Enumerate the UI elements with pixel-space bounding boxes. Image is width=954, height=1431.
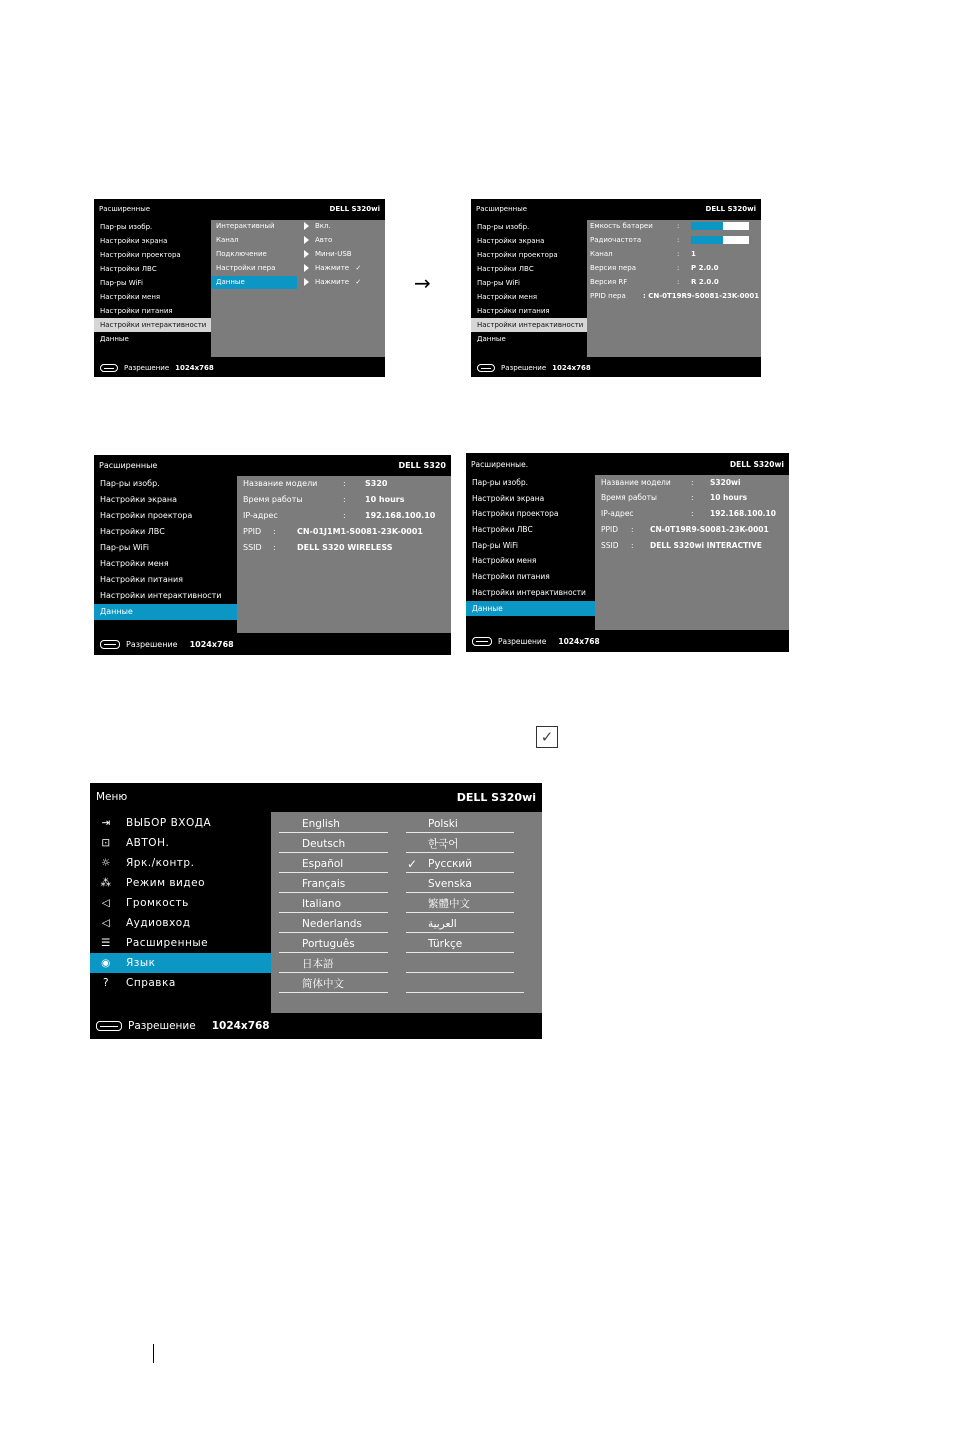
language-panel <box>271 812 542 1013</box>
osd-footer <box>94 633 451 655</box>
resolution-value: 1024x768 <box>211 1020 270 1032</box>
language-option[interactable]: Deutsch <box>279 834 388 853</box>
menu-item-interactive-settings[interactable]: Настройки интерактивности <box>471 318 587 332</box>
colon: : <box>691 493 694 502</box>
colon: : <box>691 478 694 487</box>
radio-frequency-label: Радиочастота <box>590 236 642 244</box>
model-name-label: Название модели <box>243 479 318 488</box>
pen-info-panel <box>587 220 761 357</box>
channel-value: 1 <box>691 250 696 258</box>
ppid-label: PPID <box>243 527 262 536</box>
menu-item-picture-settings[interactable]: Пар-ры изобр. <box>472 478 528 487</box>
colon: : <box>343 495 346 504</box>
menu-item-interactive-settings[interactable]: Настройки интерактивности <box>472 587 586 597</box>
language-option-selected[interactable]: ✓ Русский <box>406 854 514 873</box>
colon: : <box>677 250 680 258</box>
language-option[interactable]: Français <box>279 874 388 893</box>
menu-item-menu-settings[interactable]: Настройки меня <box>477 293 538 301</box>
language-option[interactable]: 한국어 <box>406 834 514 853</box>
model-name: DELL S320wi <box>705 205 756 213</box>
page-margin-line <box>153 1344 154 1363</box>
model-name: DELL S320wi <box>329 205 380 213</box>
menu-title: Расширенные. <box>471 459 529 469</box>
osd-header <box>471 199 761 219</box>
model-name: DELL S320wi <box>456 790 536 804</box>
menu-item-display-settings[interactable]: Настройки экрана <box>472 493 545 503</box>
information-panel <box>595 475 789 630</box>
help-icon: ? <box>102 977 110 989</box>
colon: : <box>677 278 680 286</box>
information-panel <box>237 476 451 633</box>
run-time-label: Время работы <box>601 493 657 502</box>
resolution-label: Разрешение <box>501 364 547 372</box>
menu-title: Меню <box>96 791 128 803</box>
menu-item-auto-adjust[interactable]: ⊡ АВТОН. <box>90 833 271 853</box>
model-name-value: S320wi <box>710 478 741 487</box>
menu-item-projector-settings[interactable]: Настройки проектора <box>477 251 558 259</box>
menu-title: Расширенные <box>99 461 158 470</box>
option-value-pen-settings[interactable]: Нажмите ✓ <box>304 264 361 272</box>
resolution-value: 1024x768 <box>558 636 600 646</box>
language-option[interactable]: Português <box>279 934 388 953</box>
osd-advanced-interactive <box>94 199 385 377</box>
pen-ppid-value: : CN-0T19R9-S0081-23K-0001 <box>643 292 760 300</box>
option-label-info-highlight[interactable]: Данные <box>211 276 297 289</box>
ssid-value: DELL S320wi INTERACTIVE <box>650 541 762 550</box>
menu-item-lan-settings[interactable]: Настройки ЛВС <box>472 525 533 535</box>
ip-address-value: 192.168.100.10 <box>365 511 436 520</box>
osd-footer <box>466 630 789 652</box>
osd-information-s320wi <box>466 453 789 652</box>
option-label-connection[interactable]: Подключение <box>216 250 267 258</box>
ip-address-value: 192.168.100.10 <box>710 509 776 518</box>
menu-item-volume[interactable]: ◁ Громкость <box>90 893 271 913</box>
arrow-right-icon <box>304 278 309 286</box>
next-arrow: → <box>414 271 431 295</box>
pen-version-label: Версия пера <box>590 264 637 272</box>
osd-pen-information <box>471 199 761 377</box>
colon: : <box>631 541 634 550</box>
run-time-value: 10 hours <box>365 495 405 504</box>
auto-adjust-icon: ⊡ <box>101 837 111 849</box>
menu-item-wifi-settings[interactable]: Пар-ры WiFi <box>100 279 143 287</box>
resolution-label: Разрешение <box>124 364 170 372</box>
language-option[interactable]: Polski <box>406 814 514 833</box>
radio-frequency-bar <box>691 236 749 244</box>
vga-icon <box>100 364 118 372</box>
option-label-pen-settings[interactable]: Настройки пера <box>216 264 276 272</box>
resolution-label: Разрешение <box>128 1020 196 1032</box>
option-label-channel[interactable]: Канал <box>216 236 239 244</box>
vga-icon <box>477 364 495 372</box>
option-value-interactive[interactable]: Вкл. <box>304 222 331 230</box>
menu-item-projector-settings[interactable]: Настройки проектора <box>100 251 181 259</box>
advanced-settings-icon: ☰ <box>101 937 111 949</box>
resolution-label: Разрешение <box>498 636 547 646</box>
battery-label: Емкость батареи <box>590 222 653 230</box>
colon: : <box>343 511 346 520</box>
colon: : <box>631 525 634 534</box>
pen-version-value: P 2.0.0 <box>691 264 719 272</box>
menu-item-interactive-settings[interactable]: Настройки интерактивности <box>94 318 211 332</box>
check-icon: ✓ <box>355 278 362 286</box>
osd-header <box>466 453 789 475</box>
ssid-label: SSID <box>243 543 262 552</box>
osd-header <box>90 783 542 811</box>
channel-label: Канал <box>590 250 613 258</box>
language-option[interactable]: Türkçe <box>406 934 514 953</box>
vga-icon <box>96 1021 122 1031</box>
menu-item-video-mode[interactable]: ⁂ Режим видео <box>90 873 271 893</box>
option-value-connection[interactable]: Мини-USB <box>304 250 352 258</box>
menu-item-menu-settings[interactable]: Настройки меня <box>100 293 161 301</box>
menu-item-power-settings[interactable]: Настройки питания <box>472 572 550 582</box>
menu-item-power-settings[interactable]: Настройки питания <box>100 575 183 584</box>
osd-footer <box>94 359 385 377</box>
menu-item-power-settings[interactable]: Настройки питания <box>100 307 173 315</box>
brightness-icon: ☼ <box>101 857 111 869</box>
vga-icon <box>472 637 492 646</box>
language-option[interactable]: Svenska <box>406 874 514 893</box>
colon: : <box>677 222 680 230</box>
checkbox-check-icon: ✓ <box>536 726 558 748</box>
model-name-value: S320 <box>365 479 388 488</box>
menu-item-display-settings[interactable]: Настройки экрана <box>100 495 178 504</box>
menu-item-menu-settings[interactable]: Настройки меня <box>100 559 169 568</box>
menu-item-power-settings[interactable]: Настройки питания <box>477 307 550 315</box>
colon: : <box>273 543 276 552</box>
language-option[interactable]: 繁體中文 <box>406 894 514 913</box>
arrow-right-icon <box>304 250 309 258</box>
menu-item-language[interactable]: ◉ Язык <box>90 953 271 973</box>
arrow-right-icon <box>304 264 309 272</box>
language-option[interactable]: Italiano <box>279 894 388 913</box>
menu-item-audio-input[interactable]: ◁ Аудиовход <box>90 913 271 933</box>
advanced-menu-list <box>94 476 237 620</box>
menu-item-wifi-settings[interactable]: Пар-ры WiFi <box>472 540 518 550</box>
volume-icon: ◁ <box>101 897 111 909</box>
arrow-right-icon <box>304 222 309 230</box>
osd-footer <box>471 359 761 377</box>
ip-address-label: IP-адрес <box>243 511 278 520</box>
osd-header <box>94 199 385 219</box>
main-menu-list <box>90 813 271 993</box>
menu-item-lan-settings[interactable]: Настройки ЛВС <box>477 265 534 273</box>
language-option[interactable] <box>406 974 524 993</box>
option-label-interactive[interactable]: Интерактивный <box>216 222 275 230</box>
run-time-value: 10 hours <box>710 493 748 502</box>
ssid-value: DELL S320 WIRELESS <box>297 543 393 552</box>
menu-item-help[interactable]: ? Справка <box>90 973 271 993</box>
resolution-value: 1024x768 <box>552 364 591 372</box>
menu-item-advanced-settings[interactable]: ☰ Расширенные <box>90 933 271 953</box>
model-name: DELL S320wi <box>729 459 784 469</box>
ssid-label: SSID <box>601 541 619 550</box>
menu-item-information[interactable]: Данные <box>466 601 595 617</box>
check-icon: ✓ <box>355 264 362 272</box>
check-icon: ✓ <box>407 857 418 871</box>
input-icon: ⇥ <box>101 817 111 829</box>
colon: : <box>677 236 680 244</box>
resolution-value: 1024x768 <box>175 364 214 372</box>
language-option[interactable]: Nederlands <box>279 914 388 933</box>
colon: : <box>677 264 680 272</box>
model-name-label: Название модели <box>601 478 671 487</box>
arrow-right-icon <box>304 236 309 244</box>
pen-ppid-label: PPID пера <box>590 292 626 300</box>
menu-item-lan-settings[interactable]: Настройки ЛВС <box>100 527 165 536</box>
rf-version-value: R 2.0.0 <box>691 278 719 286</box>
interactive-options-panel <box>211 220 385 357</box>
menu-item-wifi-settings[interactable]: Пар-ры WiFi <box>100 543 150 552</box>
ppid-value: CN-01J1M1-S0081-23K-0001 <box>297 527 423 536</box>
option-value-info[interactable]: Нажмите ✓ <box>304 278 361 286</box>
osd-information-s320 <box>94 455 451 655</box>
osd-header <box>94 455 451 476</box>
osd-main-menu-language <box>90 783 542 1039</box>
rf-version-label: Версия RF <box>590 278 628 286</box>
ppid-value: CN-0T19R9-S0081-23K-0001 <box>650 525 769 534</box>
globe-icon: ◉ <box>101 957 111 969</box>
menu-item-projector-settings[interactable]: Настройки проектора <box>100 511 193 520</box>
colon: : <box>691 509 694 518</box>
menu-item-display-settings[interactable]: Настройки экрана <box>477 237 545 245</box>
language-option[interactable]: Español <box>279 854 388 873</box>
option-value-channel[interactable]: Авто <box>304 236 332 244</box>
language-option[interactable]: 简体中文 <box>279 974 388 993</box>
menu-item-picture-settings[interactable]: Пар-ры изобр. <box>477 223 530 231</box>
menu-item-brightness-contrast[interactable]: ☼ Ярк./контр. <box>90 853 271 873</box>
video-mode-icon: ⁂ <box>100 877 112 889</box>
advanced-menu-list <box>94 220 211 346</box>
model-name: DELL S320 <box>398 461 446 470</box>
audio-input-icon: ◁ <box>101 917 111 929</box>
vga-icon <box>100 640 120 649</box>
menu-title: Расширенные <box>99 205 151 213</box>
ip-address-label: IP-адрес <box>601 509 634 518</box>
resolution-label: Разрешение <box>126 639 178 649</box>
colon: : <box>273 527 276 536</box>
language-option[interactable]: 日本語 <box>279 954 388 973</box>
run-time-label: Время работы <box>243 495 303 504</box>
advanced-menu-list <box>471 220 587 346</box>
battery-bar <box>691 222 749 230</box>
language-option[interactable]: العربية <box>406 914 514 933</box>
colon: : <box>343 479 346 488</box>
menu-item-information[interactable]: Данные <box>477 335 506 343</box>
resolution-value: 1024x768 <box>189 639 234 649</box>
menu-item-input-source[interactable]: ⇥ ВЫБОР ВХОДА <box>90 813 271 833</box>
menu-item-display-settings[interactable]: Настройки экрана <box>100 237 168 245</box>
menu-item-lan-settings[interactable]: Настройки ЛВС <box>100 265 157 273</box>
menu-item-wifi-settings[interactable]: Пар-ры WiFi <box>477 279 520 287</box>
menu-item-information[interactable]: Данные <box>100 335 129 343</box>
ppid-label: PPID <box>601 525 619 534</box>
menu-item-projector-settings[interactable]: Настройки проектора <box>472 509 559 519</box>
advanced-menu-list <box>466 475 595 616</box>
menu-title: Расширенные <box>476 205 528 213</box>
osd-footer <box>90 1013 542 1039</box>
menu-item-menu-settings[interactable]: Настройки меня <box>472 556 537 566</box>
menu-item-interactive-settings[interactable]: Настройки интерактивности <box>100 591 222 600</box>
menu-item-picture-settings[interactable]: Пар-ры изобр. <box>100 223 153 231</box>
language-option[interactable] <box>406 954 514 973</box>
menu-item-picture-settings[interactable]: Пар-ры изобр. <box>100 479 160 488</box>
language-option[interactable]: English <box>279 814 388 833</box>
menu-item-information[interactable]: Данные <box>94 604 237 620</box>
